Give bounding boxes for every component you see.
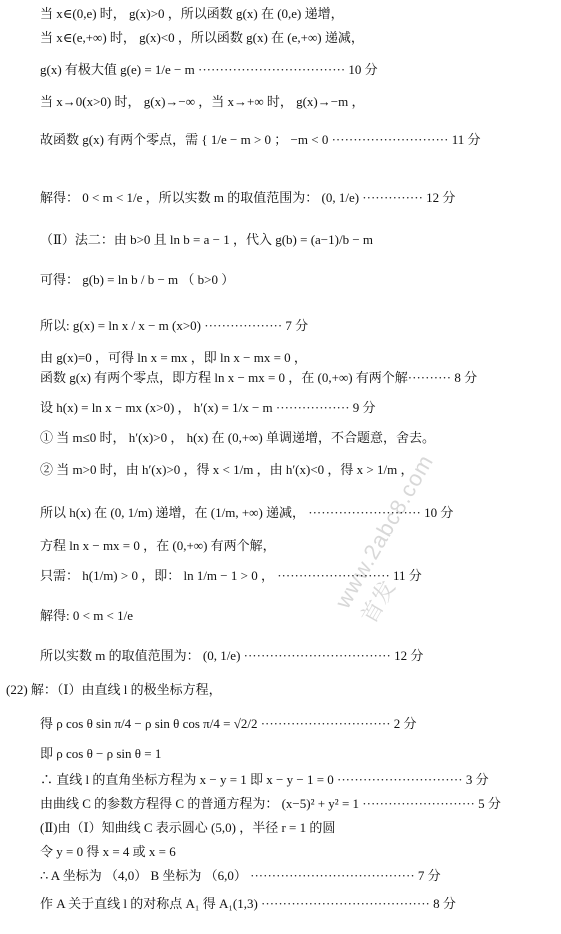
text-line: ∴ 直线 l 的直角坐标方程为 x − y = 1 即 x − y − 1 = 0 ····························· 3 分 <box>40 772 489 787</box>
text-line: 作 A 关于直线 l 的对称点 A₁ 得 A₁(1,3) ······································· 8 分 <box>40 896 456 911</box>
text-line: 解得: 0 < m < 1/e <box>40 608 134 623</box>
text-line: ② 当 m>0 时，由 h′(x)>0 ，得 x < 1/m ，由 h′(x)<0 ，得 x > 1/m ， <box>40 462 414 477</box>
text-line: 设 h(x) = ln x − mx (x>0) ， h′(x) = 1/x − m ················· 9 分 <box>40 400 376 415</box>
text-line: 所以 h(x) 在 (0, 1/m) 递增，在 (1/m, +∞) 递减， ·························· 10 分 <box>40 505 454 520</box>
text-line: （Ⅱ）法二：由 b>0 且 ln b = a − 1 ，代入 g(b) = (a−1)/b − m <box>40 232 374 247</box>
text-line: ∴ A 坐标为 （4,0） B 坐标为 （6,0） ······································ 7 分 <box>40 868 441 883</box>
text-line: 当 x∈(0,e) 时， g(x)>0 ，所以函数 g(x) 在 (0,e) 递增， <box>40 6 344 21</box>
text-line: (22) 解：（Ⅰ）由直线 l 的极坐标方程， <box>6 682 222 697</box>
text-line: 只需： h(1/m) > 0 ，即： ln 1/m − 1 > 0 ， ·························· 11 分 <box>40 568 422 583</box>
text-line: 当 x∈(e,+∞) 时， g(x)<0 ，所以函数 g(x) 在 (e,+∞) 递减， <box>40 30 364 45</box>
text-line: (Ⅱ)由（Ⅰ）知曲线 C 表示圆心 (5,0) ，半径 r = 1 的圆 <box>40 820 336 835</box>
text-line: 解得： 0 < m < 1/e ，所以实数 m 的取值范围为： (0, 1/e) ·············· 12 分 <box>40 190 456 205</box>
text-line: ① 当 m≤0 时， h′(x)>0 ， h(x) 在 (0,+∞) 单调递增，不合题意，舍去。 <box>40 430 435 445</box>
text-line: 故函数 g(x) 有两个零点，需 { 1/e − m > 0 ； −m < 0 ··························· 11 分 <box>40 132 481 147</box>
watermark: www.2abc8.com 首发 <box>330 450 439 628</box>
text-line: 由 g(x)=0 ，可得 ln x = mx ，即 ln x − mx = 0 ， <box>40 350 307 365</box>
text-line: g(x) 有极大值 g(e) = 1/e − m ·································· 10 分 <box>40 62 378 77</box>
text-line: 即 ρ cos θ − ρ sin θ = 1 <box>40 746 162 761</box>
text-line: 所以实数 m 的取值范围为： (0, 1/e) ·································· 12 分 <box>40 648 424 663</box>
text-line: 方程 ln x − mx = 0 ，在 (0,+∞) 有两个解， <box>40 538 276 553</box>
text-line: 所以: g(x) = ln x / x − m (x>0) ·················· 7 分 <box>40 318 309 333</box>
text-line: 由曲线 C 的参数方程得 C 的普通方程为： (x−5)² + y² = 1 ·························· 5 分 <box>40 796 501 811</box>
text-line: 令 y = 0 得 x = 4 或 x = 6 <box>40 844 176 859</box>
text-line: 得 ρ cos θ sin π/4 − ρ sin θ cos π/4 = √2/2 ······························ 2 分 <box>40 716 417 731</box>
text-line: 函数 g(x) 有两个零点，即方程 ln x − mx = 0 ，在 (0,+∞) 有两个解·········· 8 分 <box>40 370 478 385</box>
text-line: 当 x→0(x>0) 时， g(x)→−∞ ，当 x→+∞ 时， g(x)→−m ， <box>40 94 365 109</box>
text-line: 可得： g(b) = ln b / b − m （ b>0 ） <box>40 272 235 287</box>
